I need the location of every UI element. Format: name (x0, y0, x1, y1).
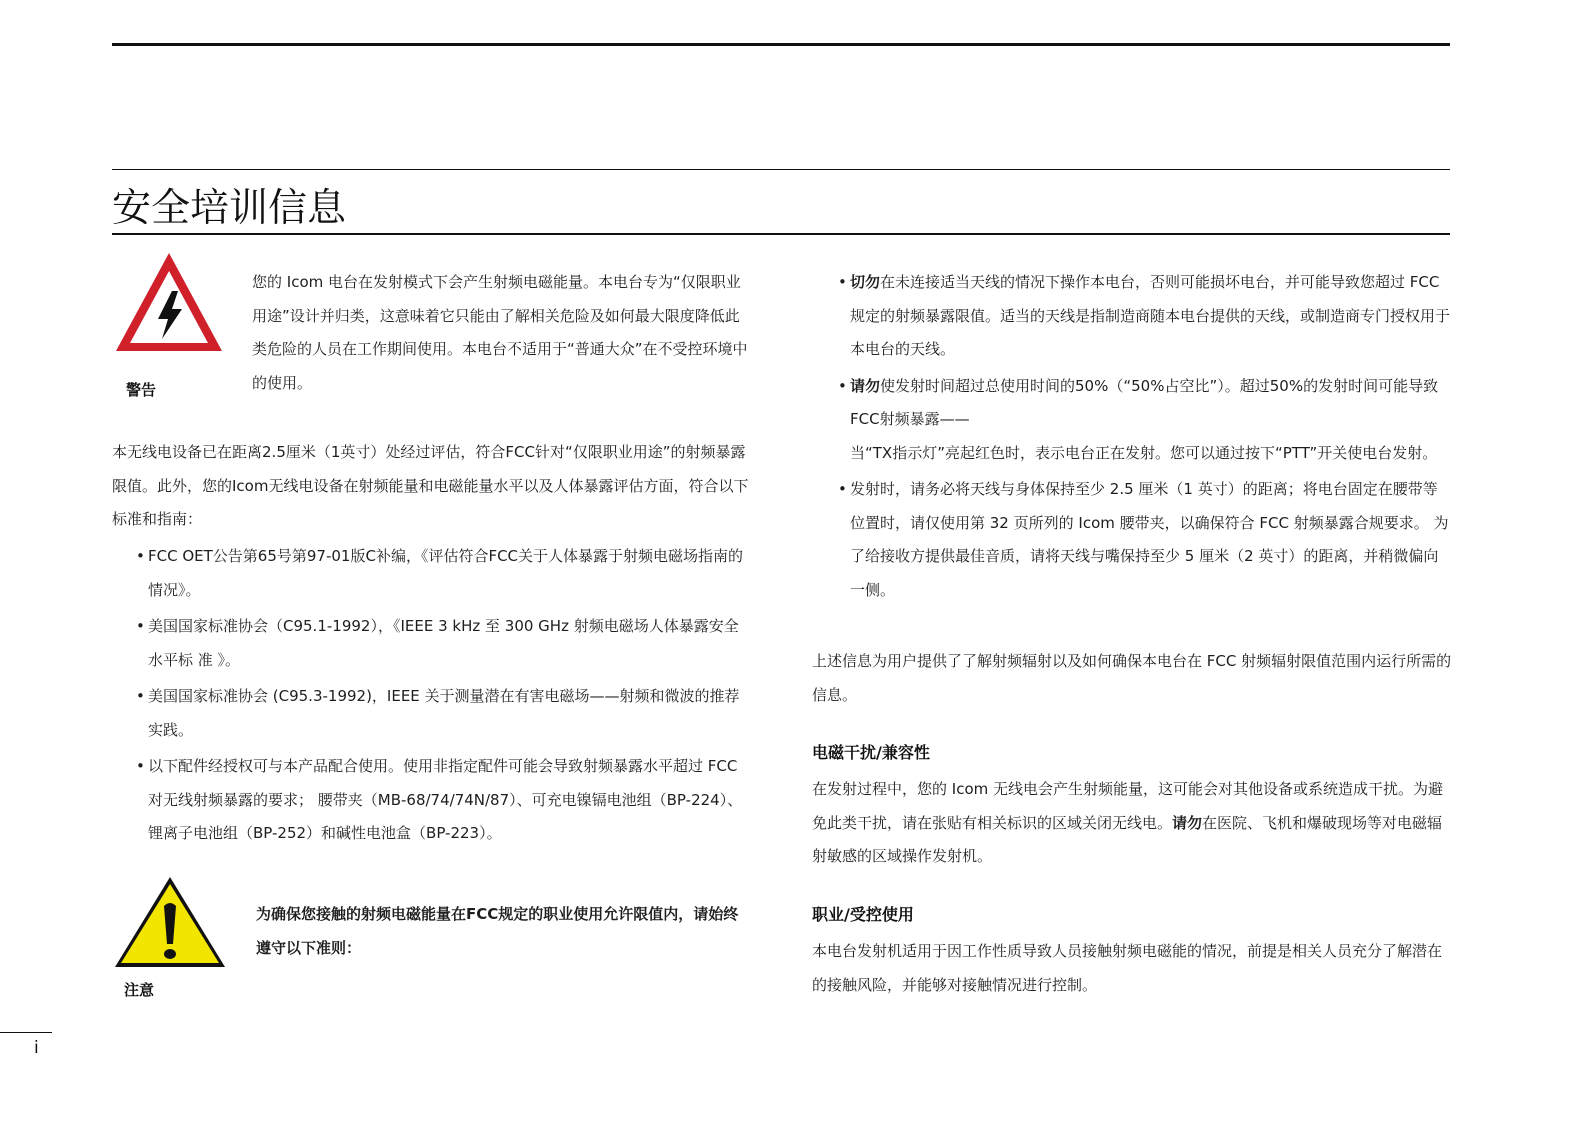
footer-rule (0, 1032, 52, 1033)
list-item: • 请勿使发射时间超过总使用时间的50%（“50%占空比”）。超过50%的发射时间可能导致FCC射频暴露—— 当“TX指示灯”亮起红色时，表示电台正在发射。您可以通过按下“PTT”开关使电台发射。 (838, 376, 1439, 462)
summary-paragraph: 上述信息为用户提供了了解射频辐射以及如何确保本电台在 FCC 射频辐射限值范围内运行所需的信息。 (812, 652, 1452, 704)
high-voltage-warning-icon (112, 249, 226, 359)
list-item: • 美国国家标准协会（C95.1-1992），《IEEE 3 kHz 至 300 GHz 射频电磁场人体暴露安全水平标 准 》。 (136, 617, 739, 669)
guidelines-list (838, 266, 1451, 610)
title-underline (112, 233, 1450, 235)
caution-caption: 注意 (124, 981, 155, 999)
page-title: 安全培训信息 (112, 186, 347, 231)
caution-text: 为确保您接触的射频电磁能量在FCC规定的职业使用允许限值内，请始终遵守以下准则： (256, 905, 739, 957)
warning-caption: 警告 (126, 381, 157, 399)
list-item: • FCC OET公告第65号第97-01版C补编，《评估符合FCC关于人体暴露于射频电磁场指南的情况》。 (136, 547, 744, 599)
emi-paragraph: 在发射过程中，您的 Icom 无线电会产生射频能量，这可能会对其他设备或系统造成干扰。为避免此类干扰，请在张贴有相关标识的区域关闭无线电。请勿在医院、飞机和爆破现场等对电磁辐射敏感的区域操作发射机。 (812, 780, 1444, 865)
intro-paragraph: 本无线电设备已在距离2.5厘米（1英寸）处经过评估，符合FCC针对“仅限职业用途”的射频暴露限值。此外，您的Icom无线电设备在射频能量和电磁能量水平以及人体暴露评估方面，符合以下标准和指南： (112, 443, 749, 528)
page-number: i (34, 1038, 39, 1058)
list-item: • 发射时，请务必将天线与身体保持至少 2.5 厘米（1 英寸）的距离；将电台固定在腰带等位置时，请仅使用第 32 页所列的 Icom 腰带夹，以确保符合 FCC 射频暴露合规要求。 为了给接收方提供最佳音质，请将天线与嘴保持至少 5 厘米（2 英寸）的距离，并稍微偏向一侧。 (838, 480, 1449, 599)
emi-heading: 电磁干扰/兼容性 (812, 743, 930, 762)
standards-list (136, 540, 750, 854)
caution-exclamation-icon (112, 874, 228, 974)
top-rule (112, 43, 1450, 46)
list-item: • 切勿在未连接适当天线的情况下操作本电台，否则可能损坏电台，并可能导致您超过 FCC 规定的射频暴露限值。适当的天线是指制造商随本电台提供的天线，或制造商专门授权用于本电台的天线。 (838, 273, 1451, 358)
list-item: • 以下配件经授权可与本产品配合使用。使用非指定配件可能会导致射频暴露水平超过 FCC 对无线射频暴露的要求； 腰带夹（MB-68/74/74N/87）、可充电镍镉电池组（BP-224）、锂离子电池组（BP-252）和碱性电池盒（BP-223）。 (136, 757, 743, 842)
list-item: • 美国国家标准协会 (C95.3-1992)，IEEE 关于测量潜在有害电磁场——射频和微波的推荐实践。 (136, 687, 740, 739)
occupational-paragraph: 本电台发射机适用于因工作性质导致人员接触射频电磁能的情况，前提是相关人员充分了解潜在的接触风险，并能够对接触情况进行控制。 (812, 942, 1443, 994)
section-rule (112, 169, 1450, 170)
occupational-heading: 职业/受控使用 (812, 905, 914, 924)
warning-text: 您的 Icom 电台在发射模式下会产生射频电磁能量。本电台专为“仅限职业用途”设计并归类，这意味着它只能由了解相关危险及如何最大限度降低此类危险的人员在工作期间使用。本电台不适用于“普通大众”在不受控环境中的使用。 (252, 273, 748, 392)
